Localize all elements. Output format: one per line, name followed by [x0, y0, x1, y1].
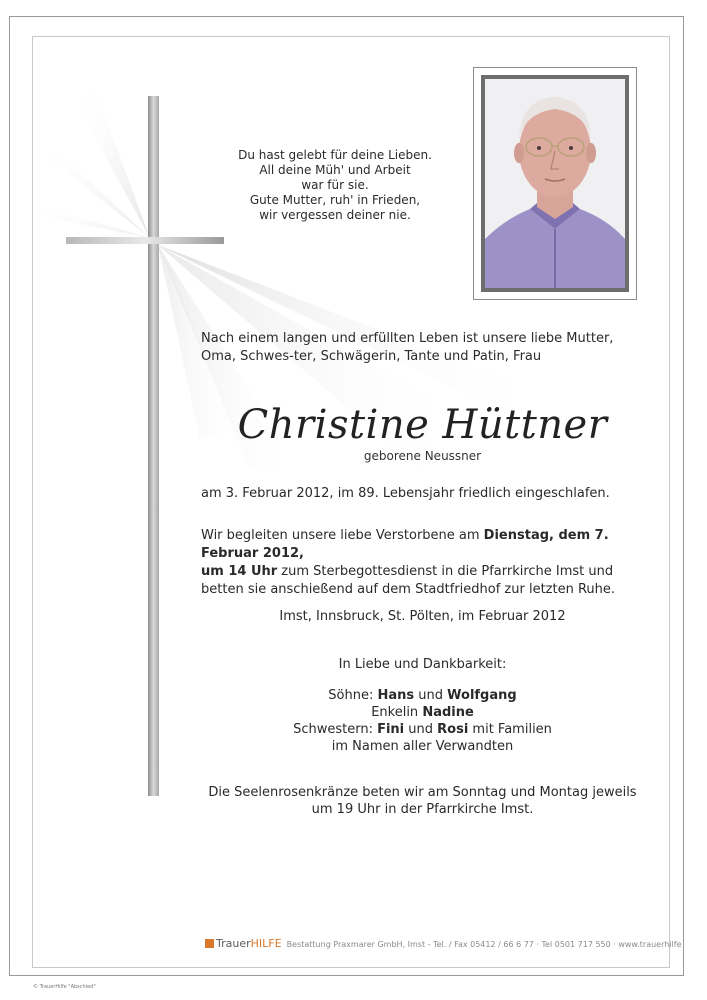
brand-main: Trauer: [216, 937, 251, 950]
son-name: Wolfgang: [447, 688, 517, 703]
memorial-verse: [215, 148, 455, 223]
portrait-photo: [485, 79, 625, 288]
funeral-text: [201, 527, 646, 599]
verse-line: war für sie.: [301, 178, 369, 192]
place-date: Imst, Innsbruck, St. Pölten, im Februar 2012: [279, 609, 566, 624]
and-text: und: [404, 722, 438, 737]
mourners-block: [200, 656, 645, 755]
maiden-name: geborene Neussner: [363, 449, 482, 463]
grandchild-label: Enkelin: [371, 705, 423, 720]
sister-name: Fini: [377, 722, 405, 737]
brand-accent: HILFE: [250, 937, 282, 950]
rosary-line: um 19 Uhr in der Pfarrkirche Imst.: [311, 802, 534, 817]
sons-label: Söhne:: [328, 688, 378, 703]
funeral-text-before: Wir begleiten unsere liebe Verstorbene am: [201, 528, 484, 543]
copyright: © TrauerHilfe "Abschied": [33, 984, 96, 990]
intro-text: Nach einem langen und erfüllten Leben ist unsere liebe Mutter, Oma, Schwes-ter, Schwägerin, Tante und Patin, Frau: [201, 331, 614, 364]
verse-line: wir vergessen deiner nie.: [259, 208, 411, 222]
portrait-frame: [473, 67, 637, 300]
sisters-label: Schwestern:: [293, 722, 378, 737]
and-text: und: [414, 688, 448, 703]
funeral-text-after: zum Sterbegottesdienst in die Pfarrkirche Imst und betten sie anschießend auf dem Stadtfriedhof zur letzten Ruhe.: [201, 564, 616, 597]
sisters-line: [200, 721, 645, 738]
sisters-suffix: mit Familien: [468, 722, 552, 737]
deceased-name: Christine Hüttner: [237, 402, 608, 448]
sons-line: [200, 687, 645, 704]
grandchild-line: [200, 704, 645, 721]
death-note: am 3. Februar 2012, im 89. Lebensjahr friedlich eingeschlafen.: [201, 486, 610, 501]
trauerhilfe-logo-icon: [205, 939, 214, 948]
son-name: Hans: [377, 688, 415, 703]
rosary-notice: [200, 784, 645, 818]
footer-details: Bestattung Praxmarer GmbH, Imst - Tel. / Fax 05412 / 66 6 77 · Tel 0501 717 550 · www.trauerhilfe: [286, 940, 682, 949]
verse-line: All deine Müh' und Arbeit: [259, 163, 411, 177]
rosary-line: Die Seelenrosenkränze beten wir am Sonntag und Montag jeweils: [208, 785, 637, 800]
verse-line: Du hast gelebt für deine Lieben.: [238, 148, 432, 162]
relatives-line: im Namen aller Verwandten: [331, 739, 514, 754]
mourners-heading: In Liebe und Dankbarkeit:: [338, 657, 507, 672]
grandchild-name: Nadine: [422, 705, 474, 720]
sister-name: Rosi: [437, 722, 469, 737]
portrait-mat: [481, 75, 629, 292]
verse-line: Gute Mutter, ruh' in Frieden,: [249, 193, 421, 207]
funeral-date: Dienstag, dem 7. Februar 2012,: [201, 528, 609, 561]
footer: [205, 937, 682, 950]
funeral-time: um 14 Uhr: [201, 564, 278, 579]
